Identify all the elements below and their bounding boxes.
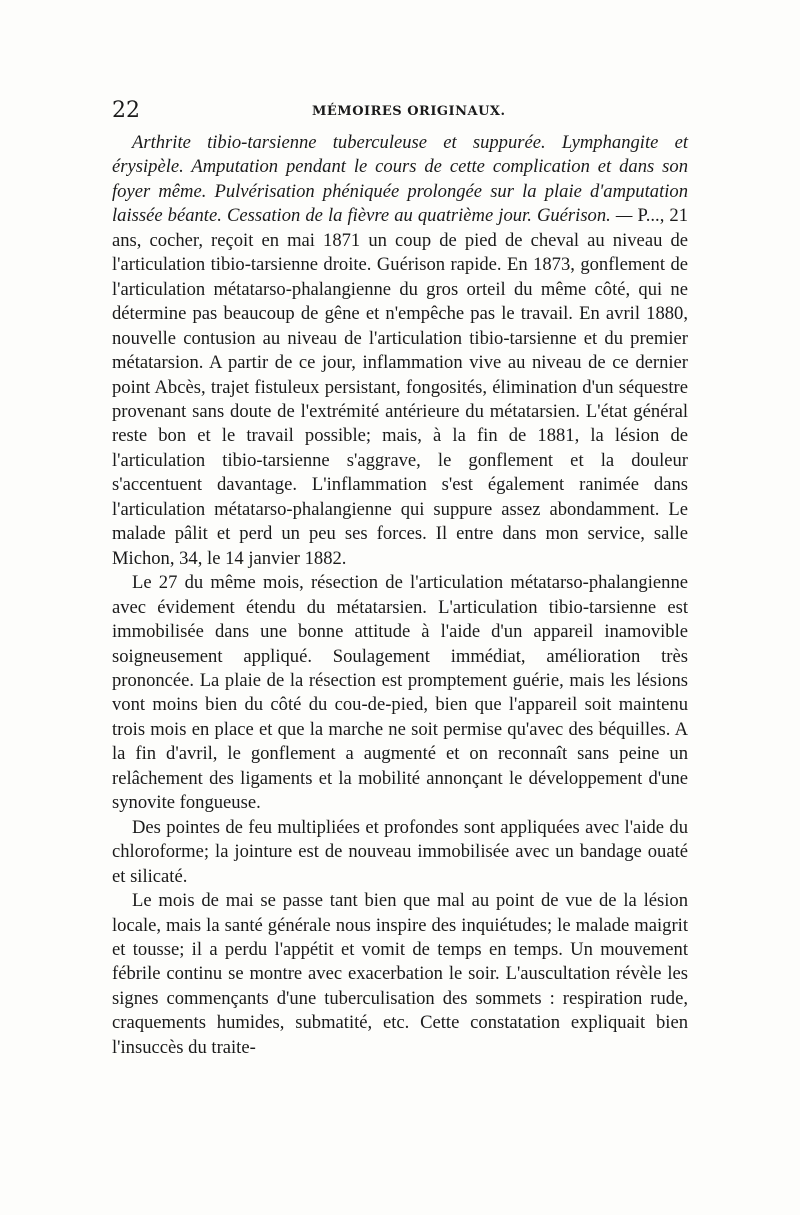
paragraph-text: Des pointes de feu multipliées et profondes sont appliquées avec l'aide du chloroforme; la jointure est de nouveau immobilisée avec un bandage ouaté et silicaté.: [112, 816, 688, 887]
paragraph: [112, 131, 688, 571]
case-summary: Arthrite tibio-tarsienne tuberculeuse et suppurée. Lymphangite et érysipèle. Amputation pendant le cours de cette complication et dans son foyer même. Pulvérisation phéniquée prolongée sur la plaie d'amputation laissée béante. Cessation de la fièvre au quatrième jour. Guérison. —: [112, 132, 688, 227]
paragraph: [112, 816, 688, 889]
paragraph-text: Le mois de mai se passe tant bien que mal au point de vue de la lésion locale, mais la santé générale nous inspire des inquiétudes; le malade maigrit et tousse; il a perdu l'appétit et vomit de temps en temps. Un mouvement fébrile continu se montre avec exacerbation le soir. L'auscultation révèle les signes commençants d'une tuberculisation des sommets : respiration rude, craquements humides, submatité, etc. Cette constatation expliquait bien l'insuccès du traite-: [112, 890, 688, 1058]
page-header: [112, 98, 688, 128]
paragraph-text: Le 27 du même mois, résection de l'articulation métatarso-phalangienne avec évidement étendu du métatarsien. L'articulation tibio-tarsienne est immobilisée dans une bonne attitude à l'aide d'un appareil inamovible soigneusement appliqué. Soulagement immédiat, amélioration très prononcée. La plaie de la résection est promptement guérie, mais les lésions vont moins bien du côté du cou-de-pied, bien que l'appareil soit maintenu trois mois en place et que la marche ne soit permise qu'avec des béquilles. A la fin d'avril, le gonflement a augmenté et on reconnaît sans peine un relâchement des ligaments et la mobilité annonçant le développement d'une synovite fongueuse.: [112, 572, 688, 814]
running-head: MÉMOIRES ORIGINAUX.: [312, 104, 506, 119]
page-number: 22: [112, 98, 140, 123]
paragraph: [112, 889, 688, 1060]
body-text: [112, 131, 688, 1060]
paragraph: [112, 571, 688, 816]
paragraph-text: P..., 21 ans, cocher, reçoit en mai 1871 un coup de pied de cheval au niveau de l'articulation tibio-tarsienne droite. Guérison rapide. En 1873, gonflement de l'articulation métatarso-phalangienne du gros orteil du même côté, qui ne détermine pas beaucoup de gêne et n'empêche pas le travail. En avril 1880, nouvelle contusion au niveau de l'articulation tibio-tarsienne et du premier métatarsion. A partir de ce jour, inflammation vive au niveau de ce dernier point Abcès, trajet fistuleux persistant, fongosités, élimination d'un séquestre provenant sans doute de l'extrémité antérieure du métatarsien. L'état général reste bon et le travail possible; mais, à la fin de 1881, la lésion de l'articulation tibio-tarsienne s'aggrave, le gonflement et la douleur s'accentuent davantage. L'inflammation s'est également ranimée dans l'articulation métatarso-phalangienne qui suppure assez abondamment. Le malade pâlit et perd un peu ses forces. Il entre dans mon service, salle Michon, 34, le 14 janvier 1882.: [112, 205, 688, 569]
